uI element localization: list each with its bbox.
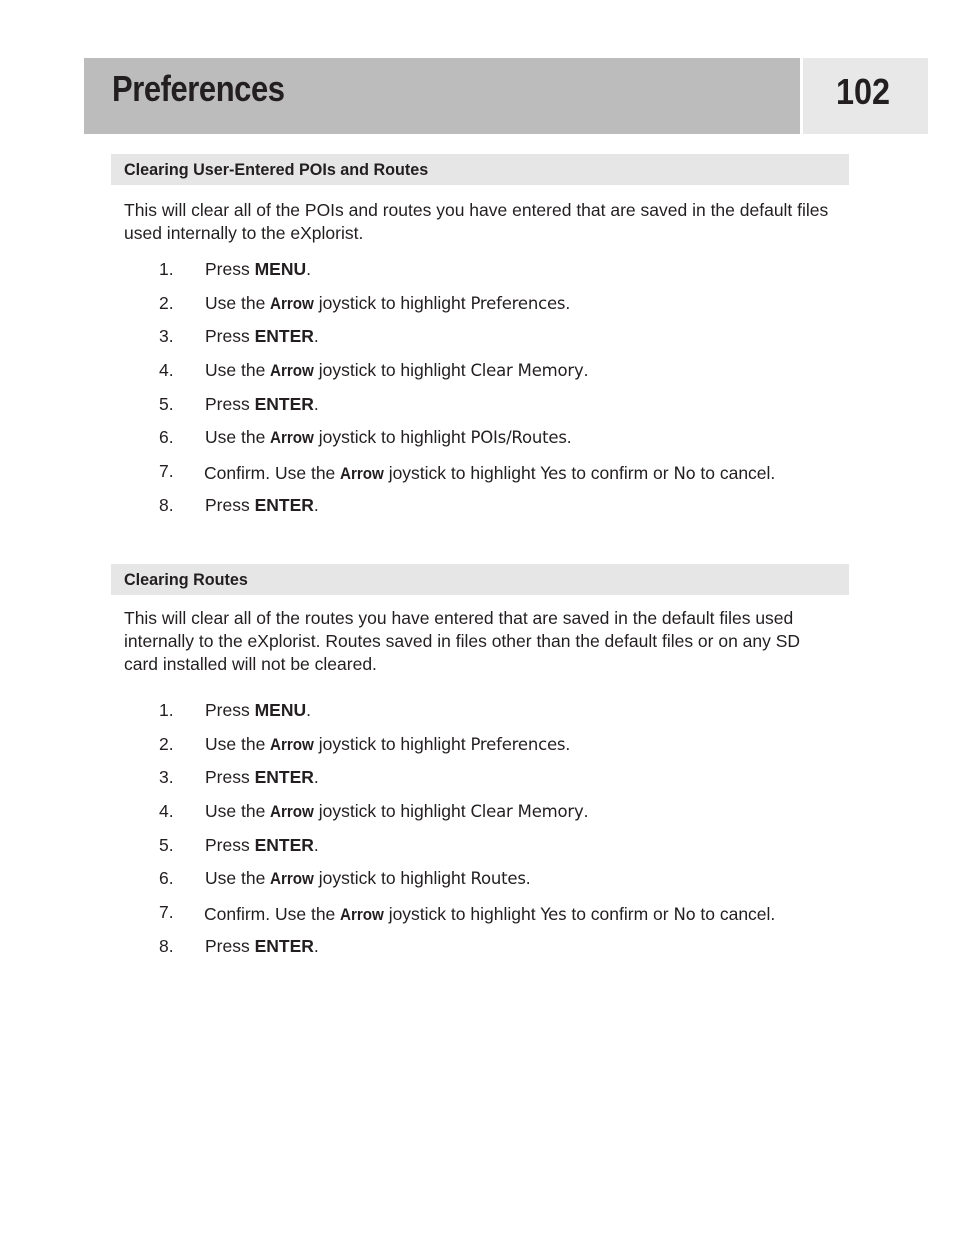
step-text: Press ENTER.	[205, 326, 319, 347]
step-text: Confirm. Use the Arrow joystick to highlight Yes to confirm or No to cancel.	[204, 462, 775, 486]
step-item	[0, 494, 954, 528]
screen-term: POIs/Routes	[470, 428, 567, 448]
intro-line: This will clear all of the POIs and routes you have entered that are saved in the default files	[124, 200, 829, 220]
step-item	[0, 292, 954, 326]
step-number: 1.	[159, 700, 174, 720]
step-text: Use the Arrow joystick to highlight Clear Memory.	[205, 800, 588, 824]
key-label: Arrow	[340, 906, 385, 925]
intro-line: This will clear all of the routes you have entered that are saved in the default files used	[124, 608, 794, 628]
key-label: Arrow	[270, 294, 315, 313]
intro-line: used internally to the eXplorist.	[124, 223, 364, 243]
section-heading-clearing-routes	[111, 564, 849, 595]
step-number: 8.	[159, 494, 174, 515]
section-intro	[124, 199, 894, 245]
step-text: Use the Arrow joystick to highlight POIs/Routes.	[205, 426, 572, 450]
steps-list	[0, 699, 954, 969]
step-text: Use the Arrow joystick to highlight Preferences.	[205, 292, 570, 316]
step-number: 2.	[159, 733, 174, 754]
key-label: Arrow	[270, 429, 315, 448]
step-number: 4.	[159, 360, 174, 381]
step-text: Press ENTER.	[205, 494, 319, 515]
screen-term: Yes	[540, 905, 567, 925]
step-item	[0, 901, 954, 935]
step-number: 2.	[159, 292, 174, 313]
intro-line: card installed will not be cleared.	[124, 654, 377, 674]
key-label: ENTER	[254, 393, 314, 414]
key-label: ENTER	[254, 494, 314, 515]
step-text: Press ENTER.	[205, 935, 319, 956]
step-number: 8.	[159, 935, 174, 956]
key-label: Arrow	[270, 735, 315, 754]
step-number: 6.	[159, 868, 174, 889]
step-number: 3.	[159, 326, 174, 347]
step-text: Use the Arrow joystick to highlight Clear Memory.	[205, 359, 588, 383]
page-header	[84, 58, 800, 134]
key-label: ENTER	[254, 834, 314, 855]
page-number: 102	[836, 71, 891, 112]
screen-term: Preferences	[470, 293, 566, 313]
step-item	[0, 733, 954, 767]
key-label: MENU	[254, 700, 307, 720]
key-label: Arrow	[270, 362, 315, 381]
step-item	[0, 867, 954, 901]
step-text: Press MENU.	[205, 259, 312, 279]
step-item	[0, 393, 954, 427]
screen-term: Preferences	[470, 734, 566, 754]
step-item	[0, 359, 954, 393]
screen-term: No	[673, 464, 696, 484]
section-heading-text: Clearing Routes	[124, 570, 248, 589]
page-title: Preferences	[112, 68, 285, 109]
page-number-box	[803, 58, 928, 134]
key-label: ENTER	[254, 767, 314, 788]
steps-list	[0, 258, 954, 528]
step-item	[0, 699, 954, 733]
screen-term: No	[673, 905, 696, 925]
step-item	[0, 460, 954, 494]
screen-term: Yes	[540, 464, 567, 484]
step-item	[0, 258, 954, 292]
section-heading-text: Clearing User-Entered POIs and Routes	[124, 160, 429, 179]
step-number: 6.	[159, 427, 174, 448]
step-text: Press MENU.	[205, 700, 312, 720]
step-text: Press ENTER.	[205, 834, 319, 855]
section-intro	[124, 607, 894, 676]
screen-term: Clear Memory	[470, 802, 584, 822]
step-number: 3.	[159, 767, 174, 788]
step-item	[0, 834, 954, 868]
key-label: MENU	[254, 259, 307, 279]
screen-term: Clear Memory	[470, 361, 584, 381]
step-number: 7.	[159, 461, 174, 482]
intro-line: internally to the eXplorist. Routes saved in files other than the default files or on any SD	[124, 631, 801, 651]
key-label: Arrow	[270, 870, 315, 889]
key-label: ENTER	[254, 935, 314, 956]
screen-term: Routes	[470, 869, 526, 889]
step-item	[0, 325, 954, 359]
step-number: 4.	[159, 801, 174, 822]
key-label: Arrow	[270, 803, 315, 822]
key-label: ENTER	[254, 326, 314, 347]
step-text: Use the Arrow joystick to highlight Preferences.	[205, 733, 570, 757]
step-item	[0, 766, 954, 800]
step-number: 5.	[159, 393, 174, 414]
step-item	[0, 426, 954, 460]
section-heading-clearing-pois-routes	[111, 154, 849, 185]
step-text: Use the Arrow joystick to highlight Routes.	[205, 867, 531, 891]
key-label: Arrow	[340, 465, 385, 484]
step-text: Press ENTER.	[205, 393, 319, 414]
step-item	[0, 800, 954, 834]
step-text: Press ENTER.	[205, 767, 319, 788]
step-text: Confirm. Use the Arrow joystick to highlight Yes to confirm or No to cancel.	[204, 903, 775, 927]
step-item	[0, 935, 954, 969]
step-number: 5.	[159, 834, 174, 855]
step-number: 7.	[159, 902, 174, 923]
step-number: 1.	[159, 259, 174, 279]
